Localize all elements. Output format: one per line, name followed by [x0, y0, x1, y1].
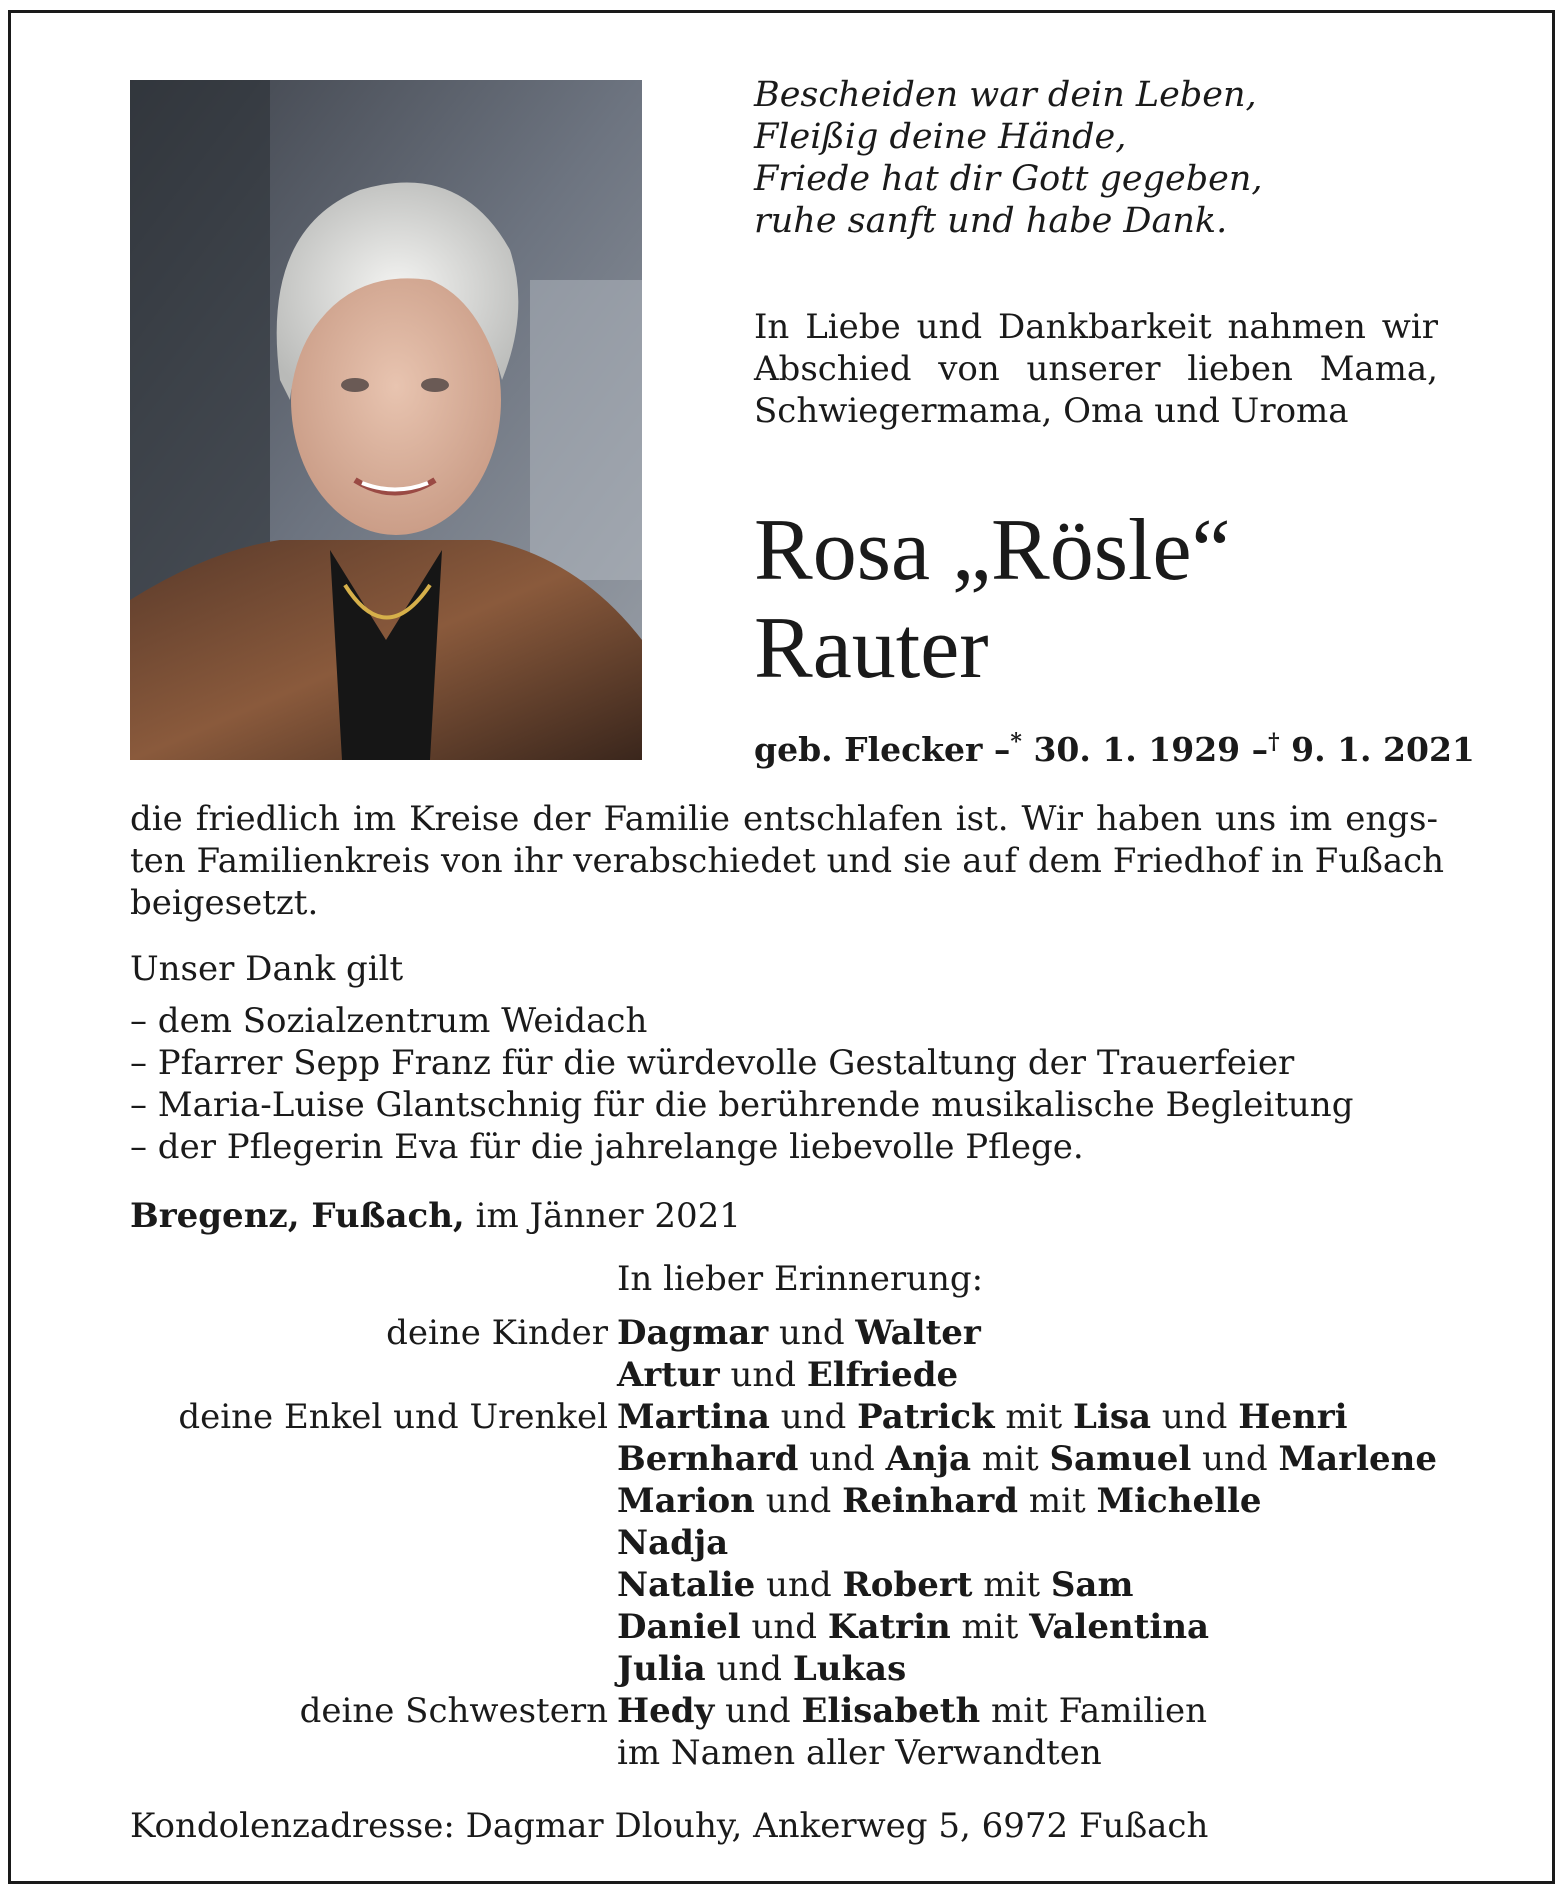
family-member-name: Sam [1050, 1565, 1134, 1605]
family-member-name: Lisa [1073, 1397, 1152, 1437]
family-relation-label [130, 1522, 617, 1564]
family-member-name: Anja [885, 1439, 972, 1479]
family-member-name: Lukas [792, 1649, 907, 1689]
body-line: die friedlich im Kreise der Familie entschlafen ist. Wir haben uns im engs- [130, 799, 1438, 839]
family-row [130, 1564, 1450, 1606]
poem-line: Bescheiden war dein Leben, [754, 75, 1257, 115]
family-member-name: Daniel [617, 1607, 741, 1647]
place-towns: Bregenz, Fußach, [130, 1196, 465, 1236]
family-names [617, 1564, 1133, 1606]
family-row [130, 1354, 1450, 1396]
family-connector-text: und [768, 1313, 856, 1353]
memory-heading: In lieber Erinnerung: [617, 1259, 984, 1299]
thanks-item: – Pfarrer Sepp Franz für die würdevolle Gestaltung der Trauerfeier [130, 1043, 1295, 1083]
family-connector-text: und [714, 1691, 802, 1731]
family-row [130, 1480, 1450, 1522]
family-relation-label [130, 1564, 617, 1606]
family-member-name: Dagmar [617, 1313, 769, 1353]
family-member-name: Elfriede [806, 1355, 959, 1395]
family-relation-label: deine Schwestern [299, 1691, 608, 1731]
family-connector-text: mit [994, 1397, 1074, 1437]
thanks-heading: Unser Dank gilt [130, 949, 404, 989]
family-relation-label [130, 1732, 617, 1774]
family-member-name: Henri [1238, 1397, 1348, 1437]
family-member-name: Katrin [827, 1607, 951, 1647]
family-connector-text: und [754, 1481, 843, 1521]
birth-date: 30. 1. 1929 [1033, 730, 1241, 769]
date-separator: – [993, 730, 1011, 769]
family-relation-label: deine Enkel und Urenkel [178, 1397, 608, 1437]
family-list [130, 1312, 1450, 1774]
place-date: im Jänner 2021 [464, 1196, 741, 1236]
family-connector-text: mit Familien [980, 1691, 1208, 1731]
family-connector-text: und [705, 1649, 793, 1689]
family-relation-label [130, 1648, 617, 1690]
intro-line: Abschied von unserer lieben Mama, [754, 349, 1438, 389]
life-dates [754, 722, 1475, 770]
death-symbol: † [1268, 729, 1280, 755]
family-connector-text: und [1191, 1439, 1279, 1479]
family-names [617, 1480, 1262, 1522]
family-relation-label [130, 1480, 617, 1522]
family-names [617, 1690, 1207, 1732]
thanks-item: – dem Sozialzentrum Weidach [130, 1001, 648, 1041]
date-separator: – [1251, 730, 1269, 769]
intro-paragraph [754, 306, 1438, 432]
poem-line: ruhe sanft und habe Dank. [754, 201, 1228, 241]
deceased-name [754, 502, 1231, 698]
family-connector-text: und [740, 1607, 828, 1647]
family-relation-label [130, 1354, 617, 1396]
family-relation-label [130, 1606, 617, 1648]
family-member-name: Reinhard [842, 1481, 1019, 1521]
family-member-name: Artur [617, 1355, 720, 1395]
family-member-name: Marion [617, 1481, 755, 1521]
family-member-name: Nadja [617, 1523, 729, 1563]
death-date: 9. 1. 2021 [1291, 730, 1475, 769]
place-and-date [130, 1195, 741, 1237]
family-member-name: Samuel [1049, 1439, 1192, 1479]
thanks-item: – der Pflegerin Eva für die jahrelange liebevolle Pflege. [130, 1127, 1084, 1167]
family-connector-text: und [769, 1397, 858, 1437]
family-member-name: Martina [617, 1397, 770, 1437]
intro-line: In Liebe und Dankbarkeit nahmen wir [754, 307, 1438, 347]
family-relation-label [130, 1438, 617, 1480]
family-row [130, 1522, 1450, 1564]
family-connector-text: im Namen aller Verwandten [617, 1733, 1102, 1773]
condolence-address: Kondolenzadresse: Dagmar Dlouhy, Ankerweg 5, 6972 Fußach [130, 1806, 1209, 1846]
family-member-name: Elisabeth [801, 1691, 981, 1731]
family-member-name: Michelle [1096, 1481, 1262, 1521]
birth-symbol: * [1010, 729, 1022, 755]
family-row [130, 1648, 1450, 1690]
family-member-name: Valentina [1029, 1607, 1210, 1647]
thanks-item: – Maria-Luise Glantschnig für die berührende musikalische Begleitung [130, 1085, 1354, 1125]
family-names [617, 1606, 1209, 1648]
poem-line: Fleißig deine Hände, [754, 117, 1127, 157]
intro-line: Schwiegermama, Oma und Uroma [754, 391, 1349, 431]
portrait-photo [130, 80, 642, 760]
family-names [617, 1354, 958, 1396]
family-member-name: Patrick [857, 1397, 995, 1437]
family-names [617, 1732, 1102, 1774]
poem-line: Friede hat dir Gott gegeben, [754, 159, 1263, 199]
family-row [130, 1690, 1450, 1732]
family-row [130, 1312, 1450, 1354]
family-row [130, 1396, 1450, 1438]
family-member-name: Marlene [1278, 1439, 1437, 1479]
name-line-1: Rosa „Rösle“ [754, 502, 1231, 599]
family-member-name: Robert [842, 1565, 973, 1605]
birth-name: geb. Flecker [754, 730, 983, 769]
family-row [130, 1438, 1450, 1480]
family-connector-text: mit [972, 1565, 1051, 1605]
family-connector-text: und [719, 1355, 807, 1395]
family-names [617, 1438, 1437, 1480]
family-connector-text: und [1151, 1397, 1239, 1437]
family-row [130, 1732, 1450, 1774]
body-line: beigesetzt. [130, 883, 319, 923]
family-connector-text: mit [1018, 1481, 1097, 1521]
family-names [617, 1312, 981, 1354]
family-member-name: Hedy [617, 1691, 715, 1731]
family-member-name: Walter [855, 1313, 981, 1353]
family-names [617, 1396, 1348, 1438]
poem [754, 74, 1263, 242]
family-connector-text: mit [971, 1439, 1050, 1479]
family-names [617, 1648, 906, 1690]
family-connector-text: und [755, 1565, 843, 1605]
family-connector-text: mit [950, 1607, 1030, 1647]
family-row [130, 1606, 1450, 1648]
body-line: ten Familienkreis von ihr verabschiedet und sie auf dem Friedhof in Fußach [130, 841, 1445, 881]
family-member-name: Bernhard [617, 1439, 799, 1479]
thanks-list [130, 1000, 1353, 1168]
family-member-name: Natalie [617, 1565, 756, 1605]
family-relation-label: deine Kinder [386, 1313, 608, 1353]
portrait-image [130, 80, 642, 760]
family-member-name: Julia [617, 1649, 706, 1689]
body-paragraph [130, 798, 1445, 924]
family-connector-text: und [798, 1439, 886, 1479]
name-line-2: Rauter [754, 600, 989, 697]
family-names [617, 1522, 728, 1564]
